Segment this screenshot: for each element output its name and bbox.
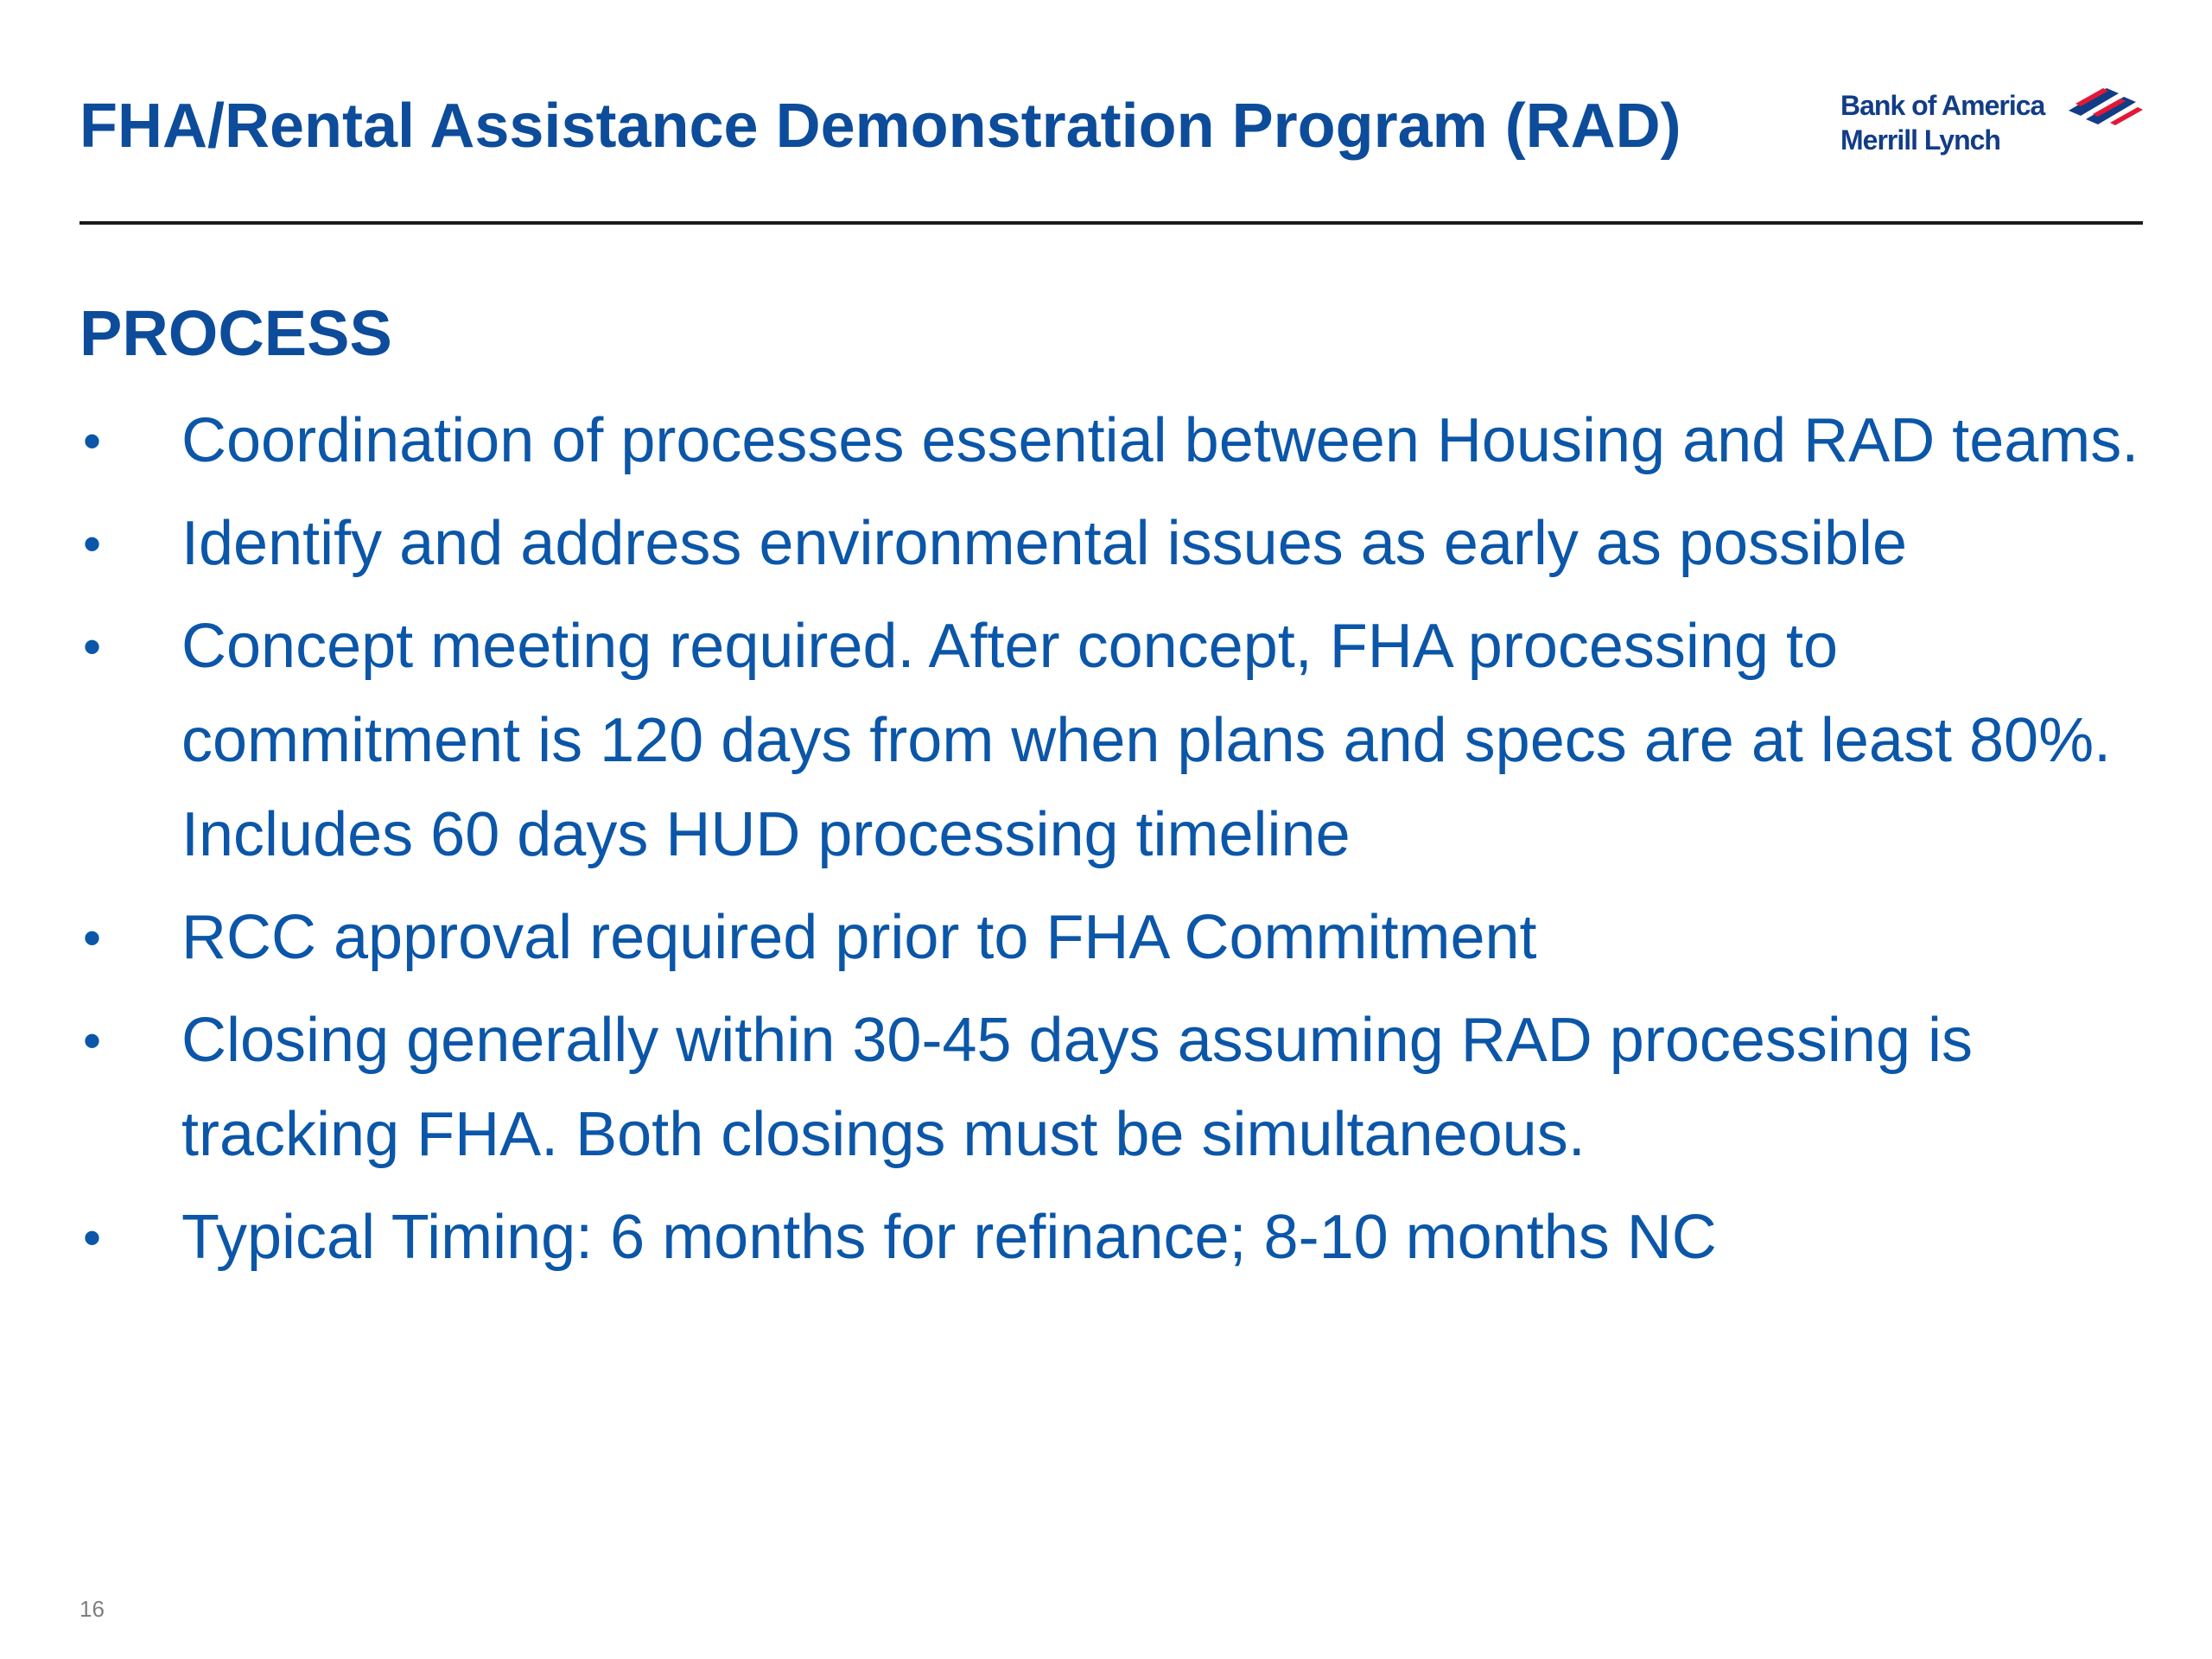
page-number: 16 [79,1596,105,1622]
bullet-text: Typical Timing: 6 months for refinance; 8-10 months NC [181,1203,1717,1272]
logo-line-1: Bank of America [1840,90,2045,121]
bullet-text: Identify and address environmental issues as early as possible [181,509,1908,578]
logo-text [1840,88,2044,157]
bullet-text: Coordination of processes essential between Housing and RAD teams. [181,406,2139,475]
bullet-text: Concept meeting required. After concept, FHA processing to commitment is 120 days from when plans and specs are at least 80%. Includes 60 days HUD processing timeline [181,612,2112,869]
bullet-list [79,394,2171,1294]
bullet-dot-icon: • [83,618,102,676]
flagscape-logo-icon [2067,85,2145,128]
title-divider [79,221,2143,225]
bullet-item [79,497,2171,591]
bullet-item [79,994,2171,1182]
bullet-dot-icon: • [83,1012,102,1070]
logo-line-2: Merrill Lynch [1840,124,2000,156]
bullet-item [79,1191,2171,1285]
bullet-item [79,394,2171,488]
bullet-dot-icon: • [83,515,102,573]
bullet-item [79,891,2171,985]
bank-of-america-merrill-lynch-logo [1840,85,2148,162]
bullet-text: Closing generally within 30-45 days assuming RAD processing is tracking FHA. Both closings must be simultaneous. [181,1006,1973,1169]
bullet-dot-icon: • [83,909,102,967]
bullet-dot-icon: • [83,412,102,470]
bullet-dot-icon: • [83,1209,102,1267]
slide-title: FHA/Rental Assistance Demonstration Program (RAD) [79,92,1681,161]
bullet-item [79,600,2171,882]
section-heading: PROCESS [79,297,392,369]
bullet-text: RCC approval required prior to FHA Commitment [181,903,1537,972]
